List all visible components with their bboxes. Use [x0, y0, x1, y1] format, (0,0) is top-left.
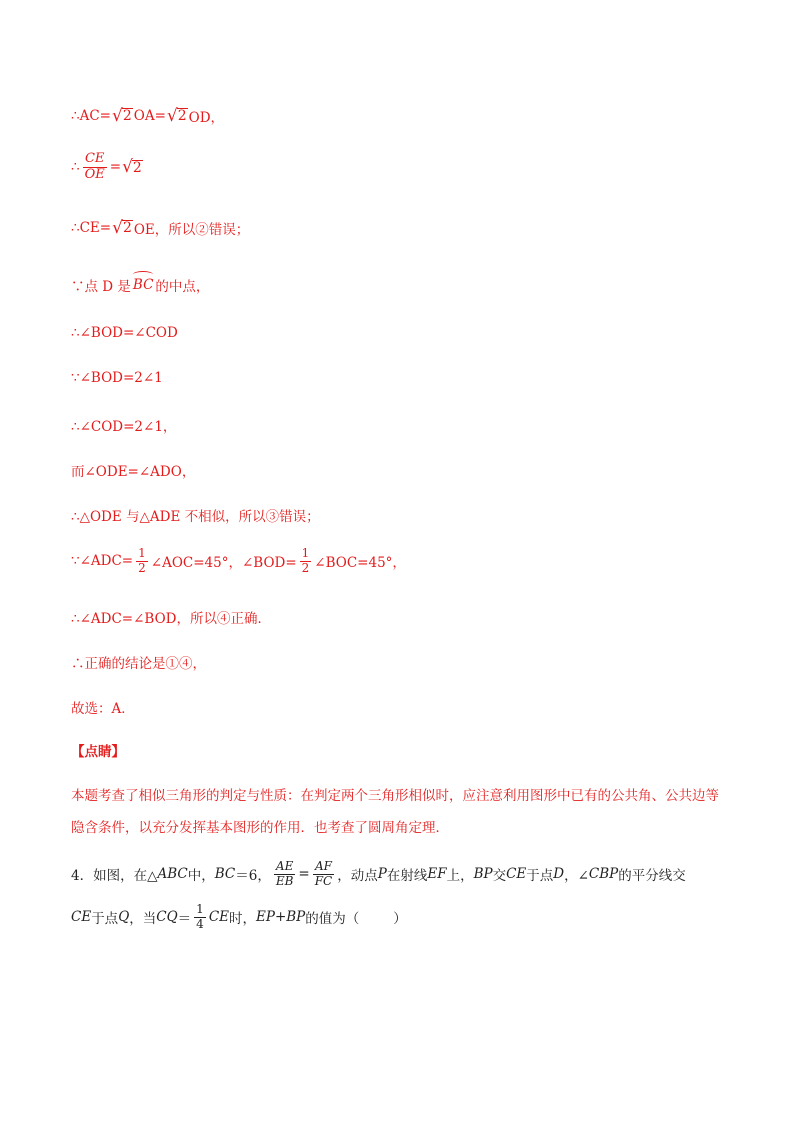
- text-segment: ，动点: [337, 868, 378, 885]
- solution-line-8: 而∠ODE=∠ADO，: [71, 464, 196, 480]
- fraction-numerator: CE: [84, 151, 105, 166]
- solution-line-6: ∵∠BOD=2∠1: [71, 370, 163, 386]
- sqrt-expression: √ 2: [166, 105, 187, 126]
- text-segment: 于点: [91, 911, 119, 928]
- text-segment: OE，所以②错误；: [133, 222, 250, 238]
- text-segment: 上，: [446, 868, 474, 885]
- solution-line-2: [71, 152, 144, 183]
- dianjing-heading: 【点睛】: [71, 744, 125, 760]
- fraction: [313, 860, 335, 889]
- fraction-numerator: 1: [196, 902, 204, 916]
- text-segment: 时，: [229, 911, 256, 928]
- solution-line-1: [71, 106, 224, 126]
- solution-line-10: [71, 547, 406, 576]
- fraction-denominator: OE: [84, 166, 105, 182]
- solution-line-12: ∴正确的结论是①④，: [71, 656, 206, 672]
- sqrt-expression: √ 2: [122, 156, 142, 177]
- question-4-line-2: [71, 903, 407, 932]
- text-segment: ∴: [71, 159, 80, 176]
- fraction: [136, 547, 148, 576]
- text-segment: ∠BOC=45°，: [314, 555, 406, 572]
- fraction-numerator: AF: [314, 859, 332, 873]
- solution-line-7: ∴∠COD=2∠1，: [71, 419, 177, 435]
- equals-sign: =: [109, 159, 122, 176]
- fraction-denominator: 2: [301, 560, 310, 575]
- text-segment: ＝6，: [235, 868, 271, 885]
- math-var: EP+BP: [256, 909, 306, 926]
- text-segment: 于点: [526, 868, 554, 885]
- fraction-denominator: EB: [275, 873, 294, 888]
- text-segment: ∴AC=: [71, 108, 111, 124]
- text-segment: 中，: [187, 868, 215, 885]
- fraction-numerator: 1: [301, 546, 310, 560]
- text-segment: 的中点，: [155, 279, 210, 295]
- fraction: [274, 860, 296, 889]
- solution-line-11: ∴∠ADC=∠BOD，所以④正确．: [71, 611, 271, 627]
- fraction-denominator: 2: [138, 560, 146, 575]
- text-segment: ∵点 D 是: [71, 279, 131, 295]
- text-segment: ∠AOC=45°，∠BOD=: [150, 555, 297, 572]
- text-segment: ）: [393, 911, 407, 928]
- math-var: ABC: [157, 866, 188, 883]
- text-segment: ∵∠ADC=: [71, 553, 134, 570]
- math-var: Q: [118, 909, 130, 926]
- text-segment: 的平分线交: [618, 868, 686, 885]
- text-segment: 4．如图，在△: [71, 868, 158, 885]
- solution-line-5: ∴∠BOD=∠COD: [71, 325, 178, 341]
- equals-sign: =: [298, 866, 310, 883]
- math-var: CBP: [588, 866, 619, 883]
- math-var: D: [553, 866, 565, 883]
- solution-line-13: 故选：A．: [71, 701, 135, 717]
- text-segment: ∴CE=: [71, 220, 112, 236]
- solution-line-9: ∴△ODE 与△ADE 不相似，所以③错误；: [71, 509, 320, 525]
- solution-line-3: [71, 218, 249, 238]
- question-4-line-1: [71, 860, 686, 889]
- fraction-numerator: AE: [275, 859, 294, 873]
- text-segment: 交: [492, 868, 507, 885]
- text-segment: OA=: [133, 108, 166, 124]
- math-var: P: [377, 866, 387, 883]
- text-segment: 在射线: [386, 868, 428, 885]
- sqrt-expression: √ 2: [111, 105, 132, 126]
- text-segment: ，∠: [564, 868, 589, 885]
- text-segment: ，当: [129, 911, 157, 928]
- arc-mark: [133, 271, 154, 278]
- math-var: CQ: [156, 909, 178, 926]
- fraction-denominator: 4: [196, 916, 204, 931]
- math-var: EF: [427, 866, 447, 883]
- math-var: CE: [208, 909, 229, 926]
- math-var: CE: [506, 866, 527, 883]
- fraction-numerator: 1: [138, 546, 146, 560]
- text-segment: ＝: [177, 911, 192, 928]
- sqrt-expression: √ 2: [112, 217, 132, 238]
- fraction-denominator: FC: [314, 873, 333, 888]
- math-var: CE: [71, 909, 92, 926]
- dianjing-body: 本题考查了相似三角形的判定与性质：在判定两个三角形相似时，应注意利用图形中已有的公共角、公共边等隐含条件，以充分发挥基本图形的作用．也考查了圆周角定理．: [71, 788, 719, 836]
- math-var: BC: [214, 866, 236, 883]
- fraction: [194, 903, 206, 932]
- fraction: [300, 547, 312, 576]
- arc-bc: BC: [133, 277, 154, 293]
- text-segment: OD，: [188, 110, 225, 126]
- solution-line-4: [71, 275, 209, 295]
- fraction: [83, 152, 107, 183]
- math-var: BP: [473, 866, 493, 883]
- text-segment: 的值为（: [305, 911, 360, 928]
